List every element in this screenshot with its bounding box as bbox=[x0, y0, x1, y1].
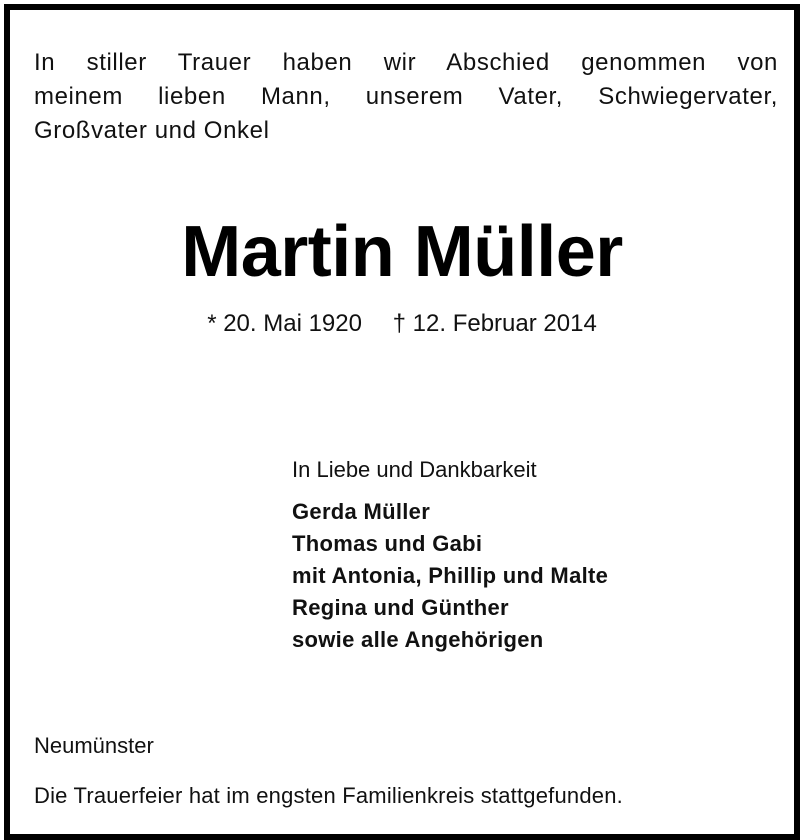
life-dates bbox=[10, 308, 794, 340]
intro-line: In stiller Trauer haben wir Abschied genommen von bbox=[34, 49, 778, 76]
mourner-name: sowie alle Angehörigen bbox=[292, 627, 544, 652]
mourner-name: Regina und Günther bbox=[292, 595, 509, 620]
intro-line: meinem lieben Mann, unserem Vater, Schwiegervater, bbox=[34, 83, 778, 110]
intro-text bbox=[34, 46, 778, 148]
mourners-list bbox=[292, 496, 772, 656]
mourners-caption: In Liebe und Dankbarkeit bbox=[292, 457, 537, 482]
mourner-name: Gerda Müller bbox=[292, 499, 431, 524]
deceased-name: Martin Müller bbox=[181, 212, 623, 292]
mourner-name: mit Antonia, Phillip und Malte bbox=[292, 563, 609, 588]
obituary-notice bbox=[4, 4, 800, 840]
mourners-block bbox=[292, 454, 772, 656]
death-date: † 12. Februar 2014 bbox=[392, 310, 597, 337]
ceremony-note: Die Trauerfeier hat im engsten Familienkreis stattgefunden. bbox=[34, 783, 623, 808]
birth-date: * 20. Mai 1920 bbox=[207, 310, 362, 337]
mourner-name: Thomas und Gabi bbox=[292, 531, 483, 556]
place-name: Neumünster bbox=[34, 733, 154, 758]
intro-line: Großvater und Onkel bbox=[34, 117, 270, 144]
